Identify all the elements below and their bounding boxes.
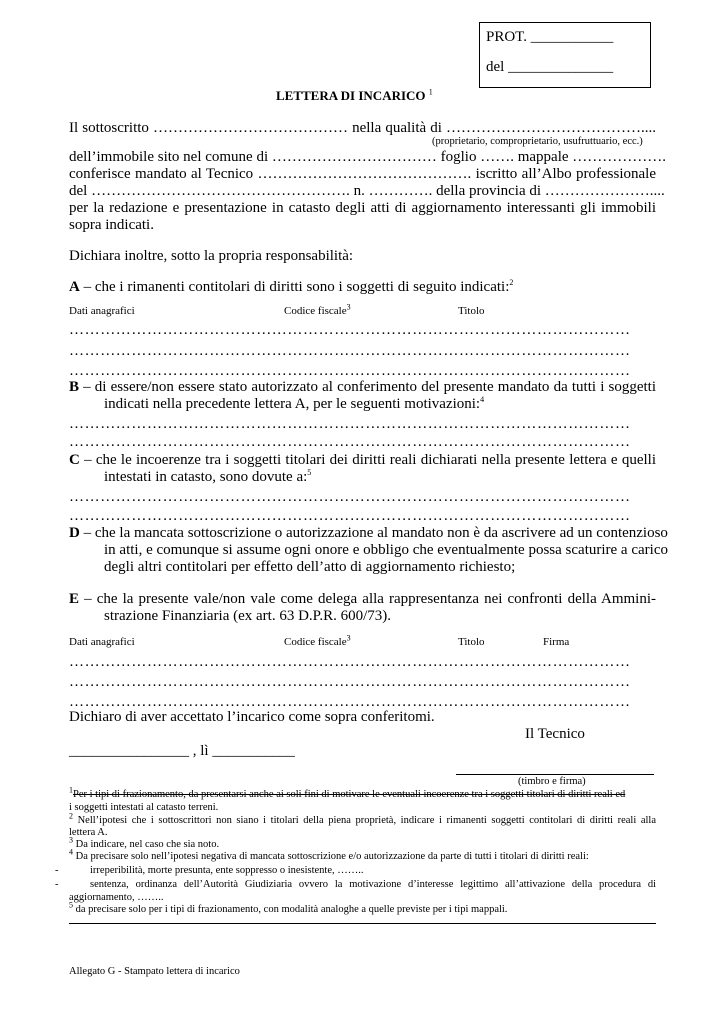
section-letter: C [69,452,80,468]
document-title [276,88,433,104]
title-text: LETTERA DI INCARICO [276,88,426,103]
footnote-mark: 3 [69,835,73,845]
intro-line-2[interactable]: dell’immobile sito nel comune di …………………………… foglio ……. mappale ………………. [69,149,667,165]
section-c-text: – che le incoerenze tra i soggetti titolari dei diritti reali dichiarati nella presente lettera e quelli [79,452,656,468]
footnote-4 [69,847,589,862]
intro-line-4[interactable]: del ……………………………………………. n. …………. della provincia di ………………….... [69,183,665,199]
footnote-4-text: Da precisare solo nell’ipotesi negativa di mancata sottoscrizione e/o autorizzazione da parte di tutti i titolari di diritti reali: [75,851,589,862]
footnote-3 [69,835,220,850]
section-c-line-1 [69,452,656,469]
declaration-heading: Dichiara inoltre, sotto la propria responsabilità: [69,248,354,264]
footnote-mark: 5 [69,900,73,910]
footnote-1-cont: i soggetti intestati al catasto terreni. [69,802,219,813]
signature-line[interactable] [456,774,654,775]
footnote-mark: 1 [69,785,73,795]
footer-text: Allegato G - Stampato lettera di incarico [69,966,240,977]
section-e-line-1 [69,591,656,608]
intro-line-5: per la redazione e presentazione in catasto degli atti di aggiornamento interessanti gli immobili [69,200,656,216]
footnote-4-bullet-1: irreperibilità, morte presunta, ente soppresso o inesistente, …….. [90,865,364,876]
footnote-mark: 2 [69,811,73,821]
section-d-line-3: degli altri contitolari per effetto dell’atto di aggiornamento richiesto; [104,559,516,575]
column-header-cf [284,633,351,648]
il-tecnico-label: Il Tecnico [525,726,585,742]
section-a-dotted-line[interactable]: ……………………………………………………………………………………………… [69,322,631,338]
section-d-line-1 [69,525,668,542]
section-letter: E [69,591,80,607]
bullet-dash: - [55,865,59,876]
footnote-4-bullet-2-cont: aggiornamento, …….. [69,892,164,903]
footnote-mark: 4 [69,847,73,857]
prot-field[interactable]: PROT. ___________ [486,29,614,45]
section-a-dotted-line[interactable]: ……………………………………………………………………………………………… [69,363,631,379]
column-header-titolo: Titolo [458,636,485,648]
intro-line-3[interactable]: conferisce mandato al Tecnico ……………………………………. iscritto all’Albo professionale [69,166,656,182]
section-e-text: – che la presente vale/non vale come delega alla rappresentanza nei confronti della Ammini- [79,591,656,607]
section-a-heading [69,279,513,296]
section-e-line-2: strazione Finanziaria (ex art. 63 D.P.R. 600/73). [104,608,392,624]
section-c-line-2 [104,469,311,486]
column-header-dati: Dati anagrafici [69,305,135,317]
section-c-dotted-line[interactable]: ……………………………………………………………………………………………… [69,508,631,524]
footnote-5-text: da precisare solo per i tipi di frazionamento, con modalità analoghe a quelle previste per i tipi mappali. [75,904,508,915]
section-letter: A [69,279,80,295]
section-d-line-2: in atti, e comunque si assume ogni onore e obbligo che eventualmente possa scaturire a carico [104,542,668,558]
footnote-ref: 2 [509,278,514,287]
intro-line-1[interactable]: Il sottoscritto ………………………………… nella qualità di ………………………………….... [69,120,656,136]
footnote-4-bullet-2: sentenza, ordinanza dell’Autorità Giudiziaria ovvero la motivazione d’interesse legittimo all’attivazione della procedura di [90,879,656,890]
section-a-dotted-line[interactable]: ……………………………………………………………………………………………… [69,343,631,359]
place-date-field[interactable]: ________________ , lì ___________ [69,743,295,759]
column-header-dati: Dati anagrafici [69,636,135,648]
footnote-ref: 4 [480,395,485,404]
footnote-3-text: Da indicare, nel caso che sia noto. [75,839,220,850]
section-b-dotted-line[interactable]: ……………………………………………………………………………………………… [69,434,631,450]
timbro-label: (timbro e firma) [518,776,586,787]
footnote-1-struck-text: Per i tipi di frazionamento, da presentarsi anche ai soli fini di motivare le eventuali incoerenze tra i soggetti titolari di diritti reali ed [73,789,626,800]
footnote-2-cont: lettera A. [69,827,108,838]
footnote-1 [69,785,656,800]
section-letter: B [69,379,80,395]
footnote-ref: 1 [428,87,433,97]
section-letter: D [69,525,80,541]
column-header-firma: Firma [543,636,570,648]
section-e-dotted-line[interactable]: ……………………………………………………………………………………………… [69,674,631,690]
section-e-dotted-line[interactable]: ……………………………………………………………………………………………… [69,654,631,670]
section-b-text: – di essere/non essere stato autorizzato al conferimento del presente mandato da tutti i soggetti [79,379,656,395]
bullet-dash: - [55,879,59,890]
section-c-dotted-line[interactable]: ……………………………………………………………………………………………… [69,489,631,505]
section-d-text: – che la mancata sottoscrizione o autorizzazione al mandato non è da ascrivere ad un contenzioso [79,525,668,541]
section-b-line-2 [104,396,484,413]
cf-label: Codice fiscale [284,636,347,648]
section-b-text: indicati nella precedente lettera A, per le seguenti motivazioni: [104,396,481,412]
acceptance-text: Dichiaro di aver accettato l’incarico come sopra conferitomi. [69,709,435,725]
prot-date-field[interactable]: del ______________ [486,59,614,75]
footnote-2-text: Nell’ipotesi che i sottoscrittori non siano i titolari della piena proprietà, indicare i rimanenti soggetti contitolari di diritti reali alla [77,815,657,826]
section-a-text: – che i rimanenti contitolari di diritti sono i soggetti di seguito indicati: [79,279,510,295]
column-header-titolo: Titolo [458,305,485,317]
protocol-box [479,22,651,88]
intro-line-6: sopra indicati. [69,217,154,233]
footnote-2 [69,811,657,826]
footnote-ref: 5 [307,468,312,477]
cf-label: Codice fiscale [284,305,347,317]
section-b-line-1 [69,379,656,396]
section-c-text: intestati in catasto, sono dovute a: [104,469,308,485]
footer-divider [69,923,656,924]
footnote-ref: 3 [346,302,351,312]
footnote-5 [69,900,508,915]
qualita-hint: (proprietario, comproprietario, usufruttuario, ecc.) [432,136,643,147]
section-b-dotted-line[interactable]: ……………………………………………………………………………………………… [69,416,631,432]
footnote-ref: 3 [346,633,351,643]
section-e-dotted-line[interactable]: ……………………………………………………………………………………………… [69,694,631,710]
column-header-cf [284,302,351,317]
